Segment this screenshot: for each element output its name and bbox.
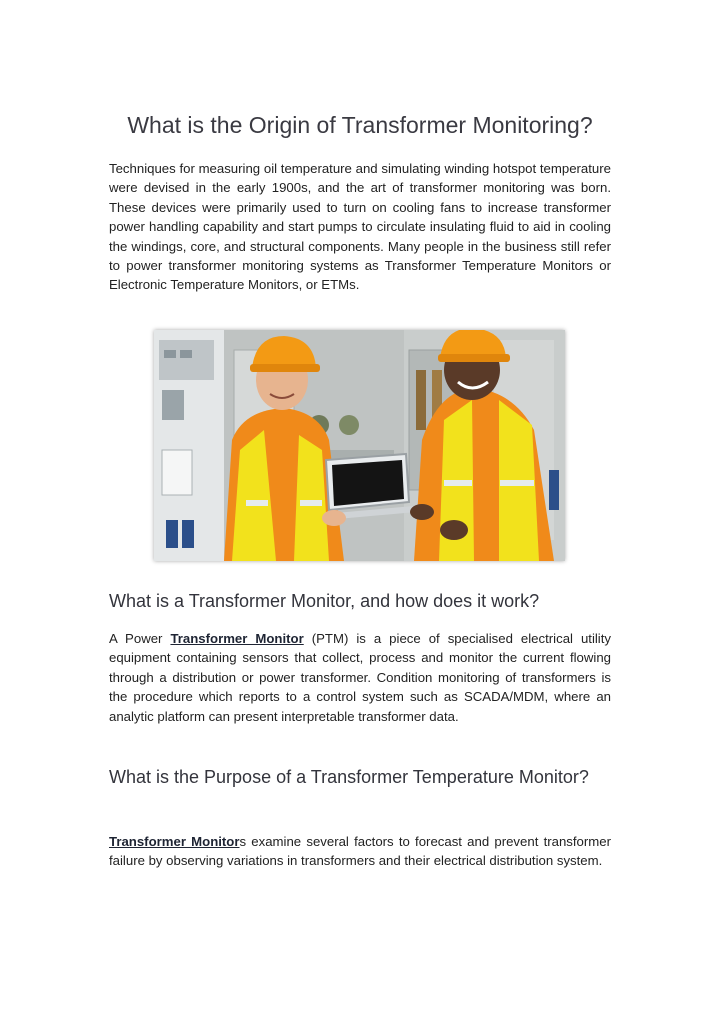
paragraph-prefix: A Power — [109, 631, 171, 646]
technicians-illustration — [154, 330, 565, 561]
purpose-paragraph — [109, 832, 611, 871]
transformer-monitors-link[interactable]: Transformer Monitor — [109, 834, 240, 849]
intro-paragraph: Techniques for measuring oil temperature and simulating winding hotspot temperature were devised in the early 1900s, and the art of transformer monitoring was born. These devices were primarily used to turn on cooling fans to increase transformer power handling capability and start pumps to circulate insulating fluid to aid in cooling the windings, core, and structural components. Many people in the business still refer to power transformer monitoring systems as Transformer Temperature Monitors or Electronic Temperature Monitors, or ETMs. — [109, 161, 611, 293]
section-heading-how-it-works: What is a Transformer Monitor, and how does it work? — [109, 591, 540, 611]
section-heading-purpose: What is the Purpose of a Transformer Temperature Monitor? — [109, 767, 589, 787]
transformer-monitor-link[interactable]: Transformer Monitor — [170, 631, 304, 646]
paragraph-body: s examine several factors to forecast and prevent transformer failure by observing variations in transformers and their electrical distribution system. — [109, 834, 611, 869]
paragraph-body: (PTM) is a piece of specialised electrical utility equipment containing sensors that collect, process and monitor the current flowing through a distribution or power transformer. Condition monitoring of transformers is the procedure which reports to a control system such as SCADA/MDM, where an analytic platform can present interpretable transformer data. — [109, 631, 611, 724]
how-it-works-paragraph — [109, 629, 611, 726]
page-title: What is the Origin of Transformer Monitoring? — [127, 112, 593, 138]
technicians-photo — [154, 330, 565, 561]
